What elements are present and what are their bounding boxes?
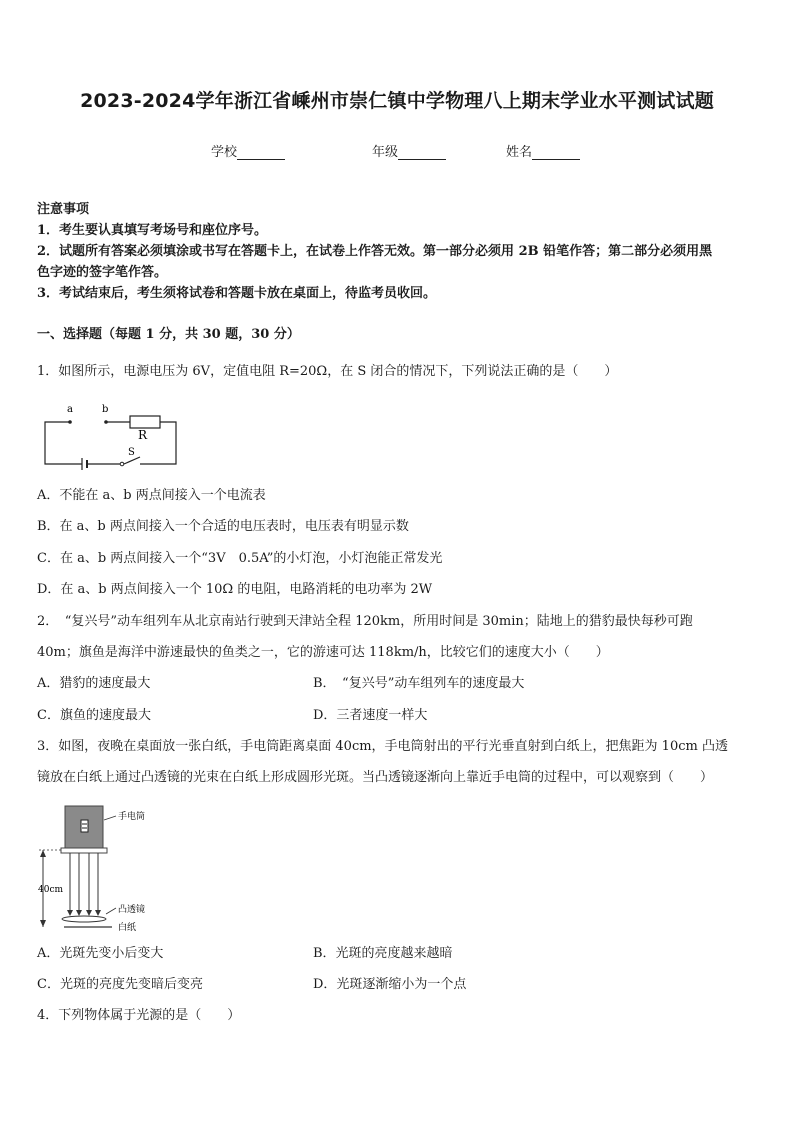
q2-stem-line1: 2． “复兴号”动车组列车从北京南站行驶到天津站全程 120km，所用时间是 30min；陆地上的猎豹最快每秒可跑 (37, 614, 693, 629)
switch-pivot (120, 462, 124, 466)
flashlight-diagram (36, 802, 166, 940)
name-label: 姓名 (506, 145, 533, 160)
name-blank (532, 145, 580, 160)
circuit-diagram (40, 400, 185, 472)
school-label: 学校 (211, 145, 238, 160)
q2-option-d: D．三者速度一样大 (313, 708, 428, 723)
q2-stem-line2: 40m；旗鱼是海洋中游速最快的鱼类之一，它的游速可达 118km/h，比较它们的速度大小（ ） (37, 645, 609, 660)
light-rays (70, 853, 98, 914)
grade-blank (398, 145, 446, 160)
notice-item-1: 1．考生要认真填写考场号和座位序号。 (37, 223, 268, 238)
notice-item-3: 3．考试结束后，考生须将试卷和答题卡放在桌面上，待监考员收回。 (37, 286, 437, 301)
terminal-a (68, 420, 72, 424)
notice-item-2-cont: 色字迹的签字笔作答。 (37, 265, 168, 280)
wire-left (45, 422, 82, 464)
resistor (130, 416, 160, 428)
label-paper: 白纸 (118, 923, 137, 933)
label-distance: 40cm (38, 885, 64, 895)
name-field (506, 141, 580, 160)
q1-stem: 1．如图所示，电源电压为 6V，定值电阻 R=20Ω，在 S 闭合的情况下，下列说法正确的是（ ） (37, 364, 618, 379)
q3-stem-line1: 3．如图，夜晚在桌面放一张白纸，手电筒距离桌面 40cm，手电筒射出的平行光垂直射到白纸上，把焦距为 10cm 凸透 (37, 739, 728, 754)
q3-option-a: A．光斑先变小后变大 (37, 946, 164, 961)
q1-option-d: D．在 a、b 两点间接入一个 10Ω 的电阻，电路消耗的电功率为 2W (37, 582, 433, 597)
terminal-b (104, 420, 108, 424)
label-lens: 凸透镜 (118, 905, 146, 915)
label-b: b (102, 404, 109, 415)
convex-lens (62, 916, 106, 922)
q1-option-a: A．不能在 a、b 两点间接入一个电流表 (37, 488, 266, 503)
q4-stem: 4．下列物体属于光源的是（ ） (37, 1008, 241, 1023)
label-s: S (128, 447, 135, 458)
school-field (211, 141, 285, 160)
label-a: a (67, 404, 73, 415)
grade-label: 年级 (372, 145, 399, 160)
q3-option-c: C．光斑的亮度先变暗后变亮 (37, 977, 203, 992)
ray-arrows (67, 910, 101, 916)
notice-heading: 注意事项 (37, 202, 90, 217)
label-flashlight: 手电筒 (118, 812, 146, 822)
label-r: R (138, 428, 148, 442)
switch-blade (124, 457, 140, 464)
q2-option-c: C．旗鱼的速度最大 (37, 708, 151, 723)
grade-field (372, 141, 446, 160)
q3-stem-line2: 镜放在白纸上通过凸透镜的光束在白纸上形成圆形光斑。当凸透镜逐渐向上靠近手电筒的过程中，可以观察到（ ） (37, 770, 714, 785)
q3-option-b: B．光斑的亮度越来越暗 (313, 946, 453, 961)
q2-option-a: A．猎豹的速度最大 (37, 676, 151, 691)
q2-option-b: B． “复兴号”动车组列车的速度最大 (313, 676, 525, 691)
page-title: 2023-2024学年浙江省嵊州市崇仁镇中学物理八上期末学业水平测试试题 (80, 90, 714, 112)
flashlight-switch (81, 820, 88, 832)
notice-item-2: 2．试题所有答案必须填涂或书写在答题卡上，在试卷上作答无效。第一部分必须用 2B 铅笔作答；第二部分必须用黑 (37, 244, 713, 259)
q1-option-c: C．在 a、b 两点间接入一个“3V 0.5A”的小灯泡，小灯泡能正常发光 (37, 551, 443, 566)
q1-option-b: B．在 a、b 两点间接入一个合适的电压表时，电压表有明显示数 (37, 519, 409, 534)
flashlight-head (61, 848, 107, 853)
q3-option-d: D．光斑逐渐缩小为一个点 (313, 977, 467, 992)
school-blank (237, 145, 285, 160)
section-heading: 一、选择题（每题 1 分，共 30 题，30 分） (37, 327, 300, 342)
